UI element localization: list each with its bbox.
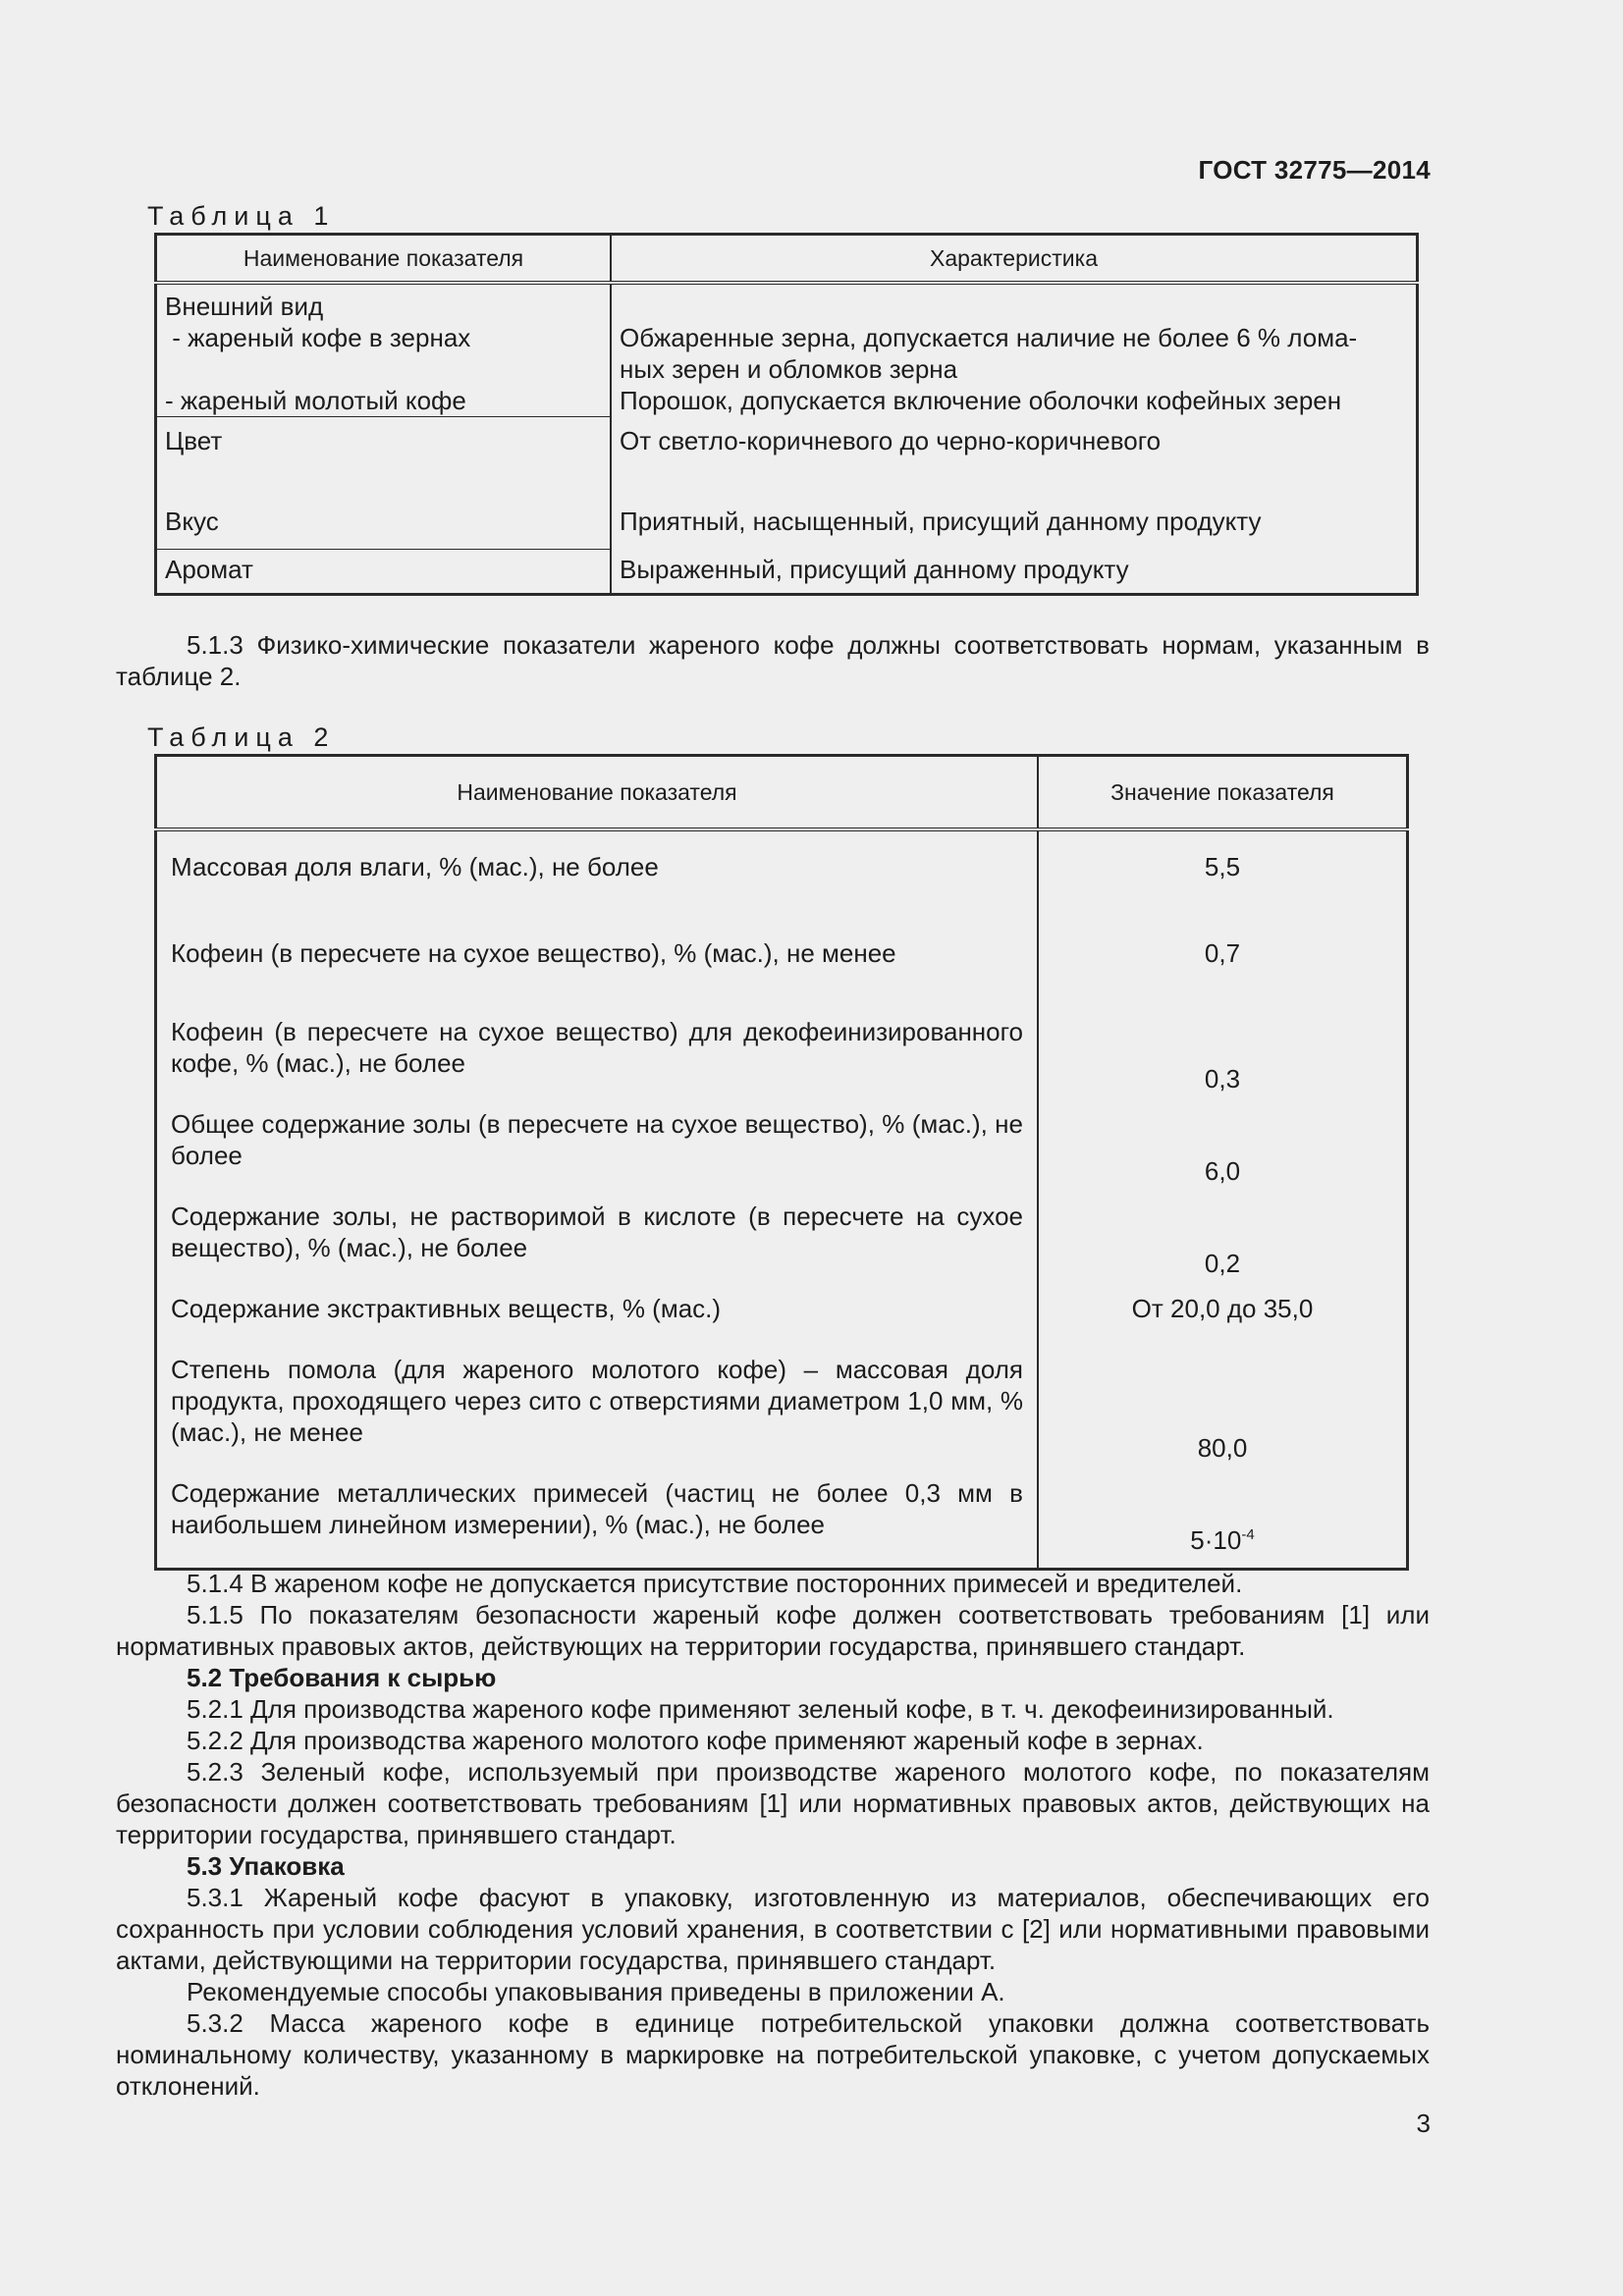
table1-header-name: Наименование показателя — [156, 235, 612, 284]
table-row — [156, 550, 1418, 595]
table2 — [154, 754, 1409, 1571]
table2-cell-value: 0,7 — [1038, 920, 1408, 1016]
table2-header-value: Значение показателя — [1038, 756, 1408, 830]
table-row — [156, 1201, 1408, 1293]
table2-cell-name: Общее содержание золы (в пересчете на сухое вещество), % (мас.), не более — [156, 1108, 1039, 1201]
paragraph: 5.1.5 По показателям безопасности жареный кофе должен соответствовать требованиям [1] или нормативных правовых актов, действующих на территории государства, принявшего стандарт. — [116, 1600, 1430, 1661]
table2-cell-name: Кофеин (в пересчете на сухое вещество), % (мас.), не менее — [156, 920, 1039, 1016]
table-row — [156, 829, 1408, 920]
table1-cell-name — [165, 353, 602, 385]
paragraph: 5.2.1 Для производства жареного кофе применяют зеленый кофе, в т. ч. декофеинизированный. — [187, 1694, 1334, 1724]
page-number: 3 — [1416, 2109, 1431, 2138]
table-row — [156, 283, 1418, 417]
table1-cell-name: - жареный молотый кофе — [165, 386, 466, 415]
table-row — [156, 1108, 1408, 1201]
table2-cell-value: 5,5 — [1038, 829, 1408, 920]
value-base: 5·10 — [1190, 1525, 1242, 1555]
table2-cell-name: Степень помола (для жареного молотого кофе) – массовая доля продукта, проходящего через сито с отверстиями диаметром 1,0 мм, % (мас.), не менее — [156, 1354, 1039, 1477]
table1-cell-name: Внешний вид — [165, 292, 324, 321]
table2-cell-value: От 20,0 до 35,0 — [1038, 1293, 1408, 1354]
table1-cell-value: От светло-коричневого до черно-коричневого — [611, 417, 1418, 505]
table2-cell-value: 80,0 — [1038, 1354, 1408, 1477]
table-row — [156, 1354, 1408, 1477]
paragraph: 5.2.3 Зеленый кофе, используемый при производстве жареного молотого кофе, по показателям безопасности должен соответствовать требованиям [1] или нормативных правовых актов, действующих на территории государства, принявшего стандарт. — [116, 1757, 1430, 1849]
table1-header-value: Характеристика — [611, 235, 1418, 284]
table2-cell-value: 0,3 — [1038, 1016, 1408, 1108]
section-heading: 5.3 Упаковка — [187, 1851, 345, 1881]
table2-cell-value: 6,0 — [1038, 1108, 1408, 1201]
table2-cell-name: Содержание металлических примесей (частиц не более 0,3 мм в наибольшем линейном измерении), % (мас.), не более — [156, 1477, 1039, 1570]
table2-cell-name: Содержание экстрактивных веществ, % (мас.) — [156, 1293, 1039, 1354]
table2-header-name: Наименование показателя — [156, 756, 1039, 830]
paragraph: Рекомендуемые способы упаковывания приведены в приложении А. — [187, 1977, 1005, 2006]
table2-cell-value — [1038, 1477, 1408, 1570]
paragraph: 5.1.4 В жареном кофе не допускается присутствие посторонних примесей и вредителей. — [187, 1569, 1243, 1598]
table-row — [156, 1016, 1408, 1108]
paragraph-text: 5.1.3 Физико-химические показатели жареного кофе должны соответствовать нормам, указанным в таблице 2. — [116, 630, 1430, 691]
table1-cell-value: Приятный, насыщенный, присущий данному продукту — [611, 504, 1418, 550]
table2-cell-name: Содержание золы, не растворимой в кислоте (в пересчете на сухое вещество), % (мас.), не более — [156, 1201, 1039, 1293]
table-row — [156, 920, 1408, 1016]
table1-cell-value: Обжаренные зерна, допускается наличие не более 6 % лома- — [620, 323, 1358, 352]
table2-cell-name: Массовая доля влаги, % (мас.), не более — [156, 829, 1039, 920]
section-text — [116, 1568, 1430, 2102]
table1-cell-value: Порошок, допускается включение оболочки кофейных зерен — [620, 386, 1342, 415]
table1-cell-name: - жареный кофе в зернах — [165, 323, 471, 352]
table-row — [156, 1477, 1408, 1570]
table1-cell-value — [620, 291, 1408, 322]
table1-cell-name: Цвет — [156, 417, 612, 505]
paragraph: 5.2.2 Для производства жареного молотого кофе применяют жареный кофе в зернах. — [187, 1726, 1204, 1755]
paragraph-5-1-3 — [116, 629, 1430, 692]
document-header: ГОСТ 32775—2014 — [1198, 155, 1431, 185]
table1-cell-name: Вкус — [156, 504, 612, 550]
paragraph: 5.3.1 Жареный кофе фасуют в упаковку, изготовленную из материалов, обеспечивающих его сохранность при условии соблюдения условий хранения, в соответствии с [2] или нормативными правовыми актами, действующими на территории государства, принявшего стандарт. — [116, 1883, 1430, 1975]
paragraph: 5.3.2 Масса жареного кофе в единице потребительской упаковки должна соответствовать номинальному количеству, указанному в маркировке на потребительской упаковке, с учетом допускаемых отклонений. — [116, 2008, 1430, 2101]
table-row — [156, 1293, 1408, 1354]
table1 — [154, 233, 1419, 596]
table1-cell-value: ных зерен и обломков зерна — [620, 354, 958, 384]
table1-caption: Таблица 1 — [147, 201, 336, 231]
table-row — [156, 504, 1418, 550]
table1-cell-name: Аромат — [156, 550, 612, 595]
section-heading: 5.2 Требования к сырью — [187, 1663, 497, 1692]
table2-cell-value: 0,2 — [1038, 1201, 1408, 1293]
table-row — [156, 417, 1418, 505]
value-exponent: -4 — [1241, 1526, 1255, 1543]
table2-caption: Таблица 2 — [147, 722, 336, 752]
table1-cell-value: Выраженный, присущий данному продукту — [611, 550, 1418, 595]
table2-cell-name: Кофеин (в пересчете на сухое вещество) для декофеинизированного кофе, % (мас.), не более — [156, 1016, 1039, 1108]
